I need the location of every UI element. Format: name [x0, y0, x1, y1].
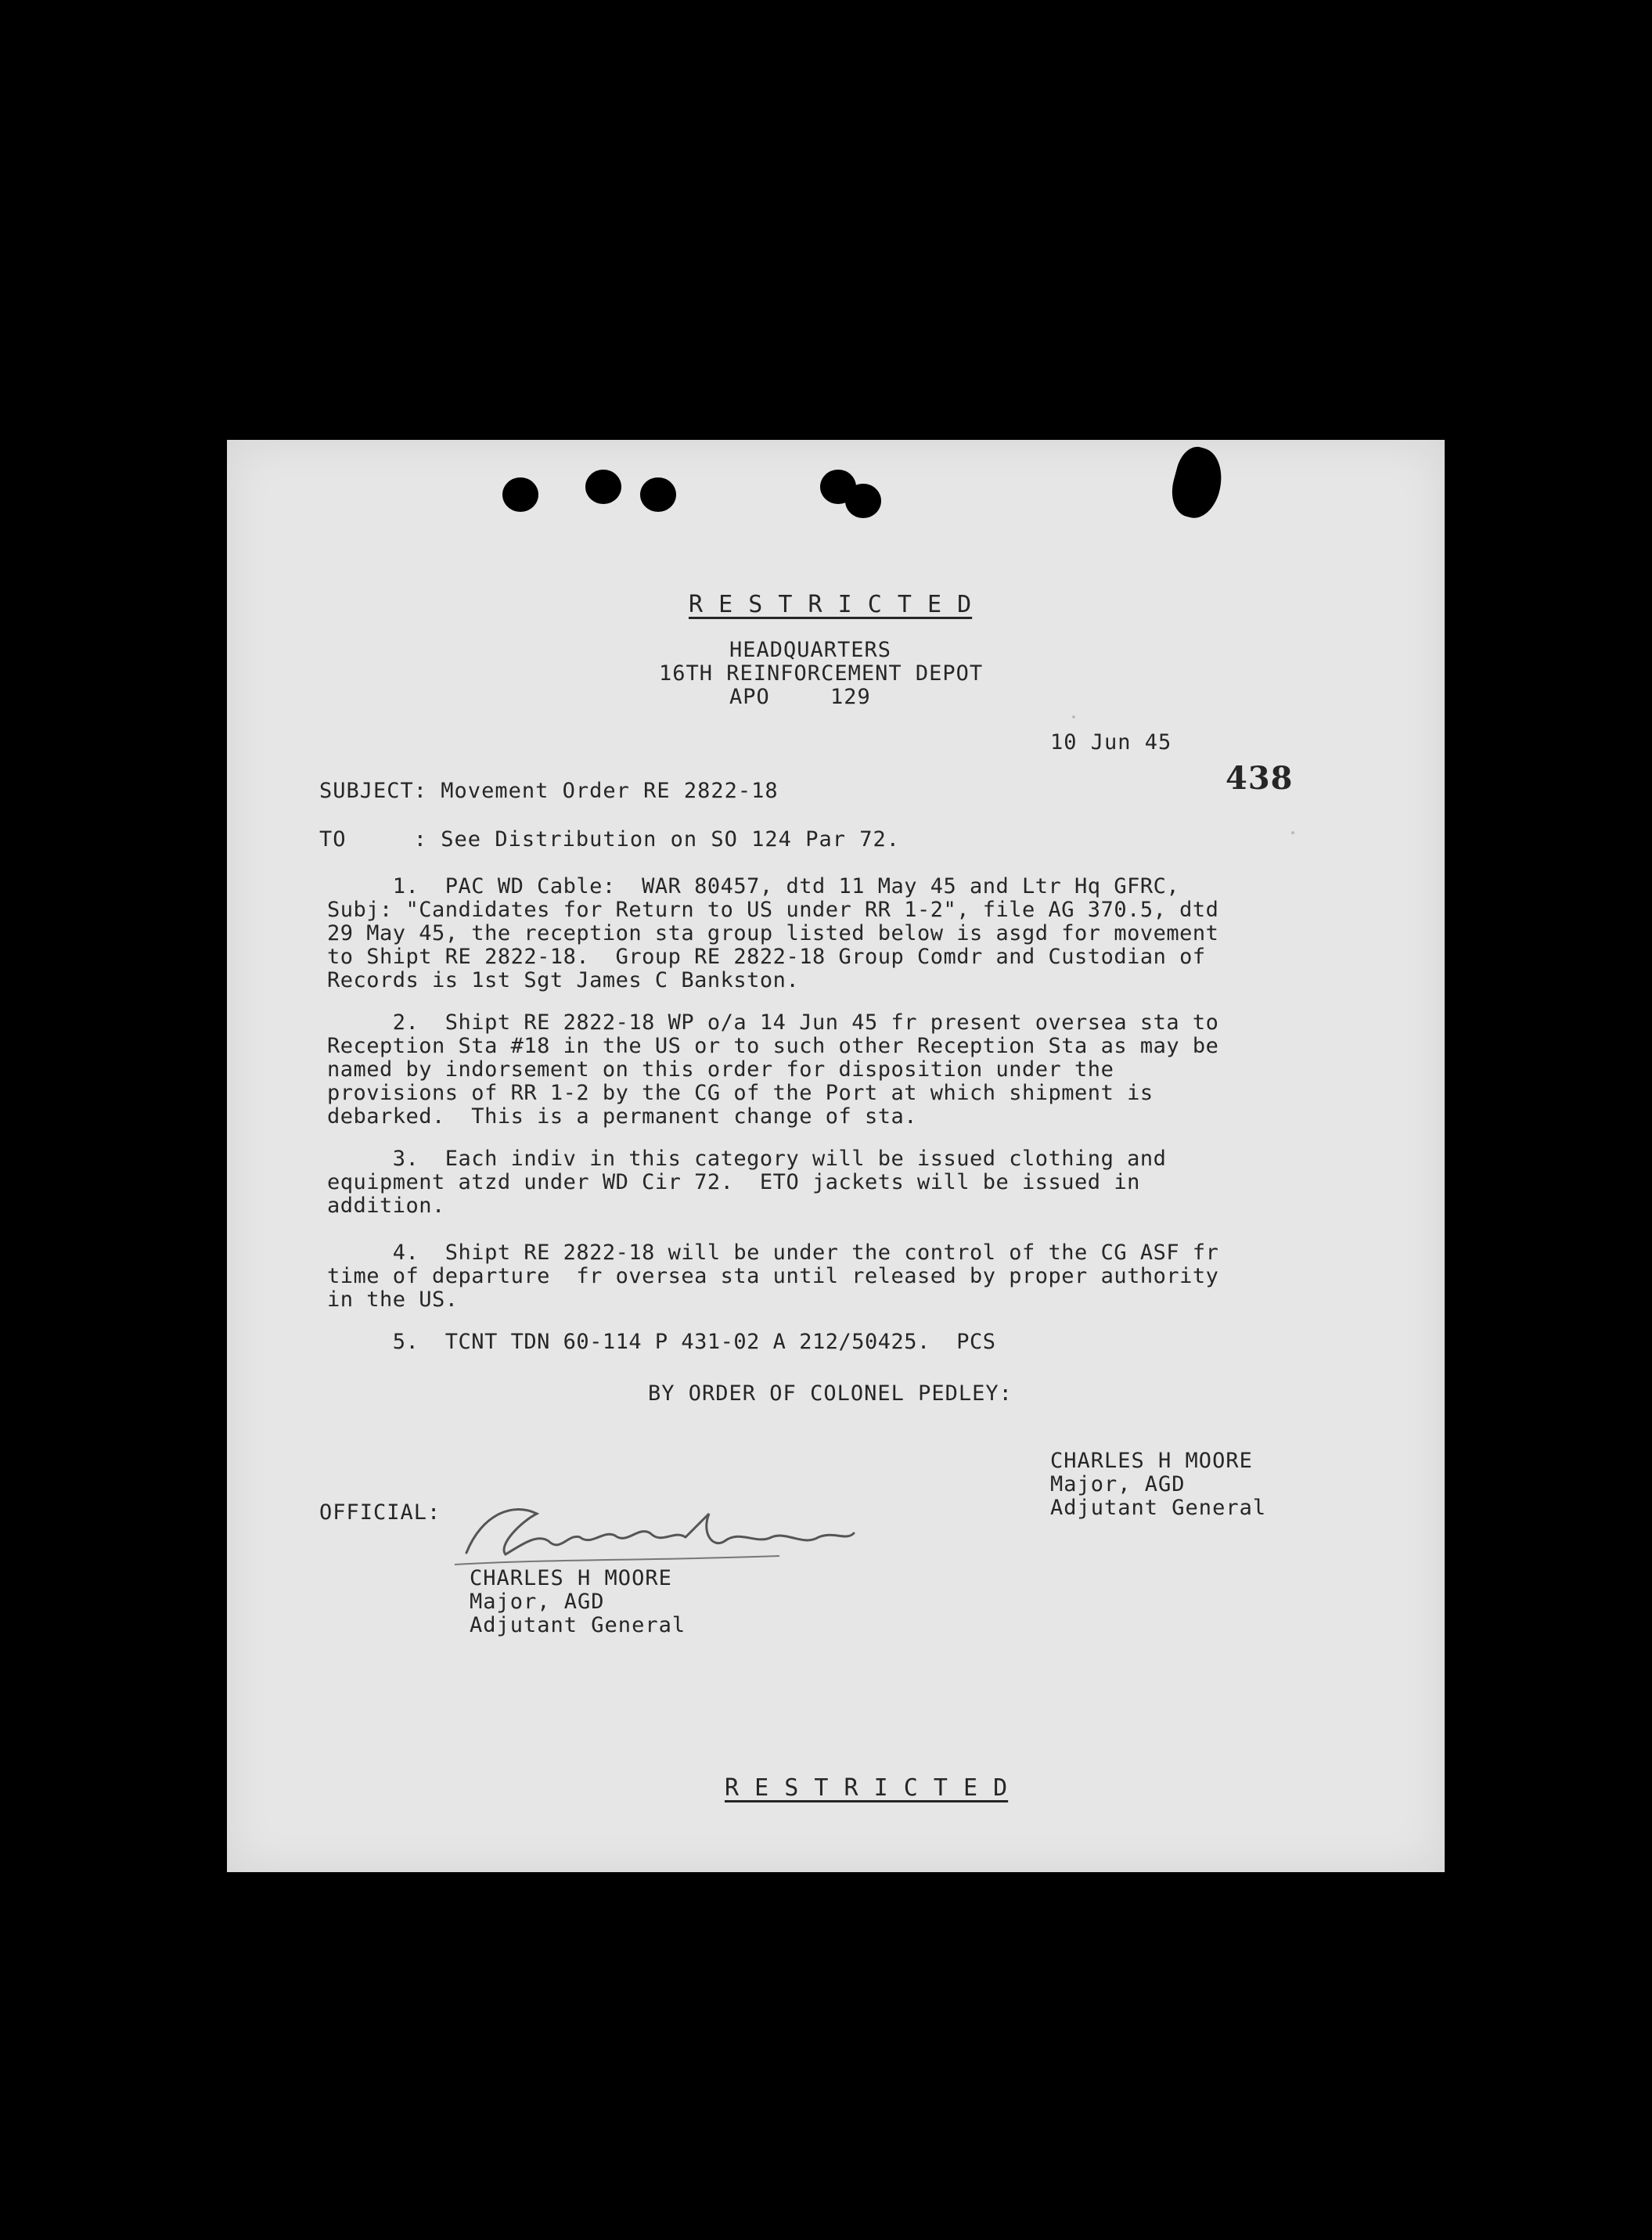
hq-line-3: APO 129 [729, 685, 871, 709]
hq-line-2: 16TH REINFORCEMENT DEPOT [659, 661, 984, 686]
handwritten-signature [451, 1498, 858, 1568]
paragraph-5: 5. TCNT TDN 60-114 P 431-02 A 212/50425. PCS [327, 1330, 996, 1354]
torn-corner [1165, 443, 1229, 523]
signer-right-title: Adjutant General [1050, 1496, 1267, 1520]
to-line: TO : See Distribution on SO 124 Par 72. [319, 827, 900, 852]
punch-hole [502, 477, 538, 512]
paragraph-3: 3. Each indiv in this category will be issued clothing and equipment atzd under WD Cir 72. ETO jackets will be issued in addition. [327, 1147, 1167, 1218]
punch-hole [640, 477, 676, 512]
paper-speck [1072, 715, 1075, 718]
paragraph-2: 2. Shipt RE 2822-18 WP o/a 14 Jun 45 fr present oversea sta to Reception Sta #18 in the US or to such other Reception Sta as may be named by indorsement on this order for disposition under the provisions of RR 1-2 by the CG of the Port at which shipment is debarked. This is a permanent change of sta. [327, 1010, 1219, 1129]
signer-left-name: CHARLES H MOORE [470, 1566, 672, 1590]
punch-hole [845, 484, 881, 518]
official-label: OFFICIAL: [319, 1500, 441, 1525]
subject-line: SUBJECT: Movement Order RE 2822-18 [319, 779, 779, 803]
paragraph-1: 1. PAC WD Cable: WAR 80457, dtd 11 May 45 and Ltr Hq GFRC, Subj: "Candidates for Return to US under RR 1-2", file AG 370.5, dtd 29 May 45, the reception sta group listed below is asgd for movement to Shipt RE 2822-18. Group RE 2822-18 Group Comdr and Custodian of Records is 1st Sgt James C Bankston. [327, 874, 1219, 992]
order-number: 438 [1226, 760, 1294, 797]
signer-left-title: Adjutant General [470, 1613, 686, 1637]
paragraph-4: 4. Shipt RE 2822-18 will be under the control of the CG ASF fr time of departure fr oversea sta until released by proper authority in the US. [327, 1241, 1219, 1312]
signer-right-rank: Major, AGD [1050, 1472, 1186, 1496]
by-order-line: BY ORDER OF COLONEL PEDLEY: [648, 1381, 1013, 1406]
restricted-footer: R E S T R I C T E D [725, 1774, 1009, 1802]
document-sheet [227, 440, 1445, 1872]
restricted-header: R E S T R I C T E D [689, 591, 973, 618]
paper-speck [1291, 831, 1294, 834]
signature-drawing [451, 1498, 858, 1568]
signer-right-name: CHARLES H MOORE [1050, 1449, 1253, 1473]
order-date: 10 Jun 45 [1050, 730, 1172, 754]
punch-hole [585, 470, 621, 504]
hq-line-1: HEADQUARTERS [729, 638, 892, 662]
signer-left-rank: Major, AGD [470, 1590, 605, 1614]
